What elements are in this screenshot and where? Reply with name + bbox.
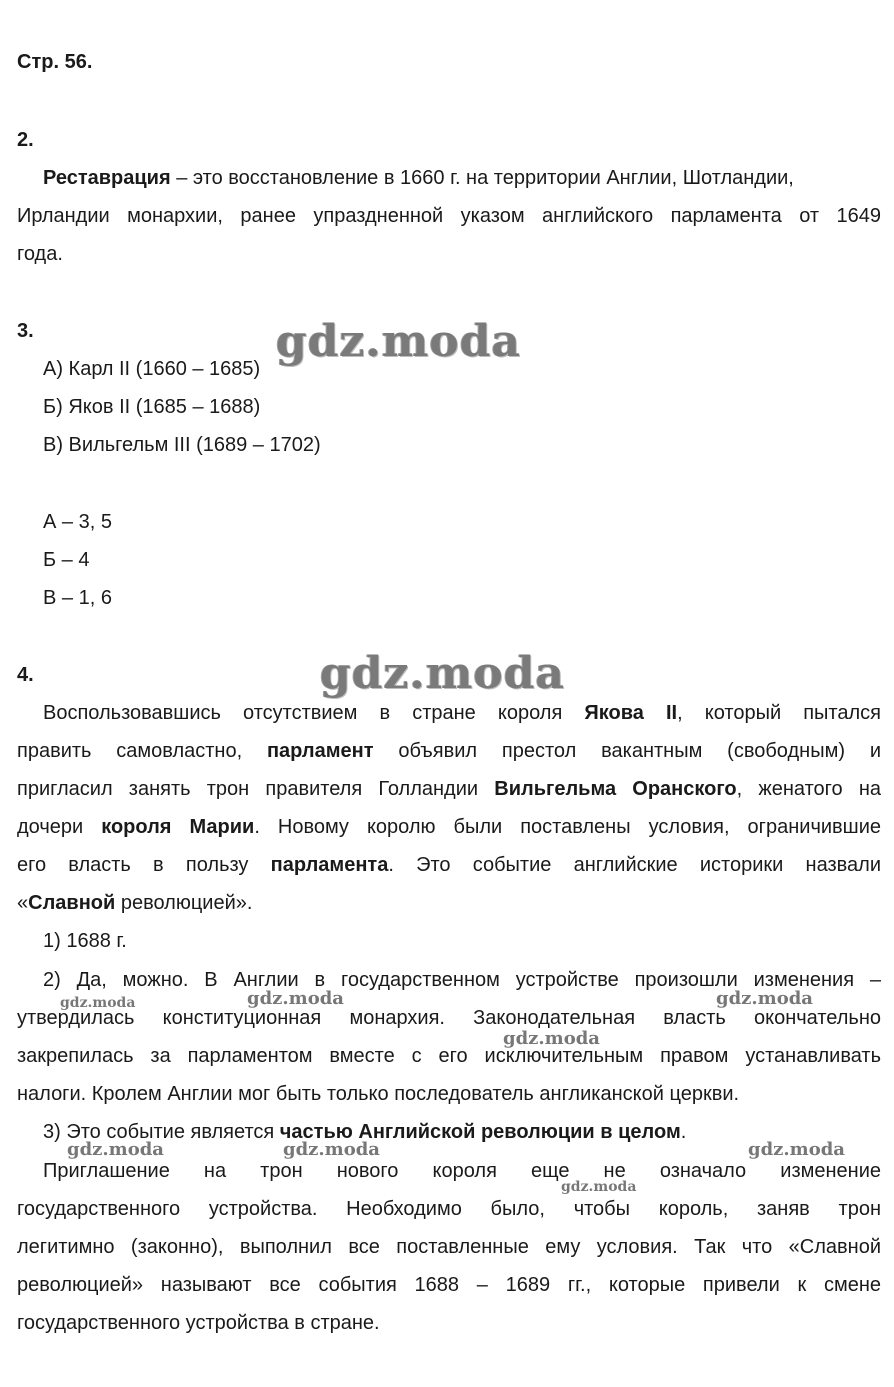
- text-span: .: [680, 1121, 687, 1143]
- q4-p2-line-4: революцией» называют все события 1688 – 1689 гг., которые привели к смене: [17, 1274, 881, 1296]
- q4-p2-line-5: государственного устройства в стране.: [17, 1312, 380, 1334]
- q4-p1-line-2: [17, 739, 881, 763]
- q4-p2-line-3: легитимно (законно), выполнил все поставленные ему условия. Так что «Славной: [17, 1236, 881, 1258]
- bold-span: Вильгельма Оранского: [494, 778, 737, 800]
- bold-span: Якова II: [584, 702, 678, 724]
- q2-line-1-text: – это восстановление в 1660 г. на территории Англии, Шотландии,: [170, 167, 794, 189]
- q3-answer-a: А – 3, 5: [43, 511, 112, 533]
- watermark-small: gdz.moda: [561, 1179, 637, 1195]
- q3-item-b: Б) Яков II (1685 – 1688): [43, 396, 261, 418]
- watermark-small: gdz.moda: [503, 1028, 600, 1049]
- text-span: править самовластно,: [17, 740, 267, 762]
- q3-answer-b: Б – 4: [43, 549, 90, 571]
- bold-span: короля Марии: [101, 816, 255, 838]
- q4-p1-line-1: [43, 701, 881, 725]
- q3-item-a: А) Карл II (1660 – 1685): [43, 358, 261, 380]
- text-span: «: [17, 892, 29, 914]
- question-2-number: 2.: [17, 129, 34, 151]
- q4-answer-2-line-1: 2) Да, можно. В Англии в государственном устройстве произошли изменения –: [43, 969, 881, 991]
- term-restoration: Реставрация: [43, 167, 171, 189]
- text-span: . Это событие английские историки назвали: [388, 854, 881, 876]
- text-span: 3) Это событие является: [43, 1121, 280, 1143]
- q4-p1-line-6: [17, 891, 252, 915]
- text-span: . Новому королю были поставлены условия, ограничившие: [254, 816, 881, 838]
- q3-item-c: В) Вильгельм III (1689 – 1702): [43, 434, 321, 456]
- watermark-small: gdz.moda: [67, 1139, 164, 1160]
- q4-p1-line-4: [17, 815, 881, 839]
- question-3-number: 3.: [17, 320, 34, 342]
- watermark-small: gdz.moda: [283, 1139, 380, 1160]
- bold-span: частью Английской революции в целом: [279, 1121, 681, 1143]
- text-span: дочери: [17, 816, 102, 838]
- text-span: объявил престол вакантным (свободным) и: [373, 740, 881, 762]
- text-span: Воспользовавшись отсутствием в стране короля: [43, 702, 585, 724]
- q2-line-3: года.: [17, 243, 63, 265]
- bold-span: Славной: [28, 892, 116, 914]
- text-span: революцией».: [115, 892, 253, 914]
- q4-answer-2-line-2: утвердилась конституционная монархия. Законодательная власть окончательно: [17, 1007, 881, 1029]
- watermark-large: gdz.moda: [320, 648, 566, 699]
- q4-answer-2-line-3: закрепилась за парламентом вместе с его исключительным правом устанавливать: [17, 1045, 881, 1067]
- q4-p2-line-2: государственного устройства. Необходимо было, чтобы король, заняв трон: [17, 1198, 881, 1220]
- text-span: , который пытался: [677, 702, 881, 724]
- text-span: , женатого на: [736, 778, 882, 800]
- text-span: пригласил занять трон правителя Голландии: [17, 778, 495, 800]
- q4-p1-line-5: [17, 853, 881, 877]
- bold-span: парламента: [270, 854, 389, 876]
- q4-p1-line-3: [17, 777, 881, 801]
- q3-answer-c: В – 1, 6: [43, 587, 112, 609]
- watermark-small: gdz.moda: [716, 988, 813, 1009]
- bold-span: парламент: [266, 740, 374, 762]
- q2-line-1: [43, 166, 794, 190]
- q4-answer-1: 1) 1688 г.: [43, 930, 127, 952]
- watermark-small: gdz.moda: [60, 995, 136, 1011]
- watermark-small: gdz.moda: [748, 1139, 845, 1160]
- text-span: его власть в пользу: [17, 854, 271, 876]
- q2-line-2: Ирландии монархии, ранее упраздненной указом английского парламента от 1649: [17, 205, 881, 227]
- question-4-number: 4.: [17, 664, 34, 686]
- q4-p2-line-1: Приглашение на трон нового короля еще не означало изменение: [43, 1160, 881, 1182]
- watermark-small: gdz.moda: [247, 988, 344, 1009]
- page-title: Стр. 56.: [17, 51, 93, 73]
- q4-answer-2-line-4: налоги. Кролем Англии мог быть только последователь англиканской церкви.: [17, 1083, 740, 1105]
- watermark-large: gdz.moda: [276, 316, 522, 367]
